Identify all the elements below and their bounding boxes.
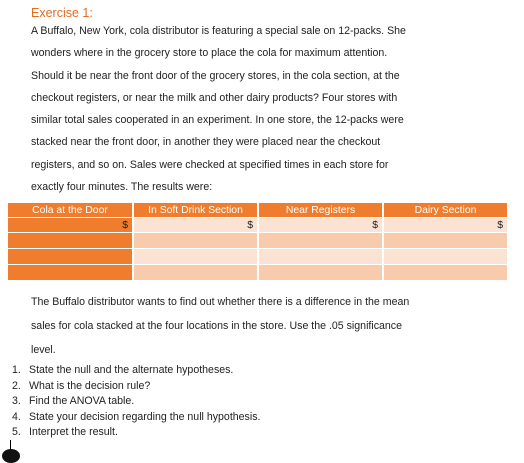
exercise-title: Exercise 1: — [31, 6, 93, 20]
cursor-blob-icon — [2, 449, 20, 463]
list-text: State the null and the alternate hypotheses. — [29, 364, 234, 376]
question-list — [12, 363, 260, 441]
paragraph-line: wonders where in the grocery store to place the cola for maximum attention. — [31, 47, 388, 60]
paragraph-line: stacked near the front door, in another they were placed near the checkout — [31, 136, 381, 149]
paragraph-line: exactly four minutes. The results were: — [31, 181, 213, 194]
paragraph-line: sales for cola stacked at the four locations in the store. Use the .05 significance — [31, 320, 402, 332]
paragraph-line: level. — [31, 344, 56, 356]
list-item — [12, 425, 260, 441]
list-number: 4. — [12, 410, 21, 423]
table-cell[interactable] — [133, 249, 258, 265]
table-cell[interactable] — [133, 265, 258, 281]
table-header-row — [8, 203, 508, 218]
list-text: Find the ANOVA table. — [29, 395, 135, 407]
table-cell[interactable] — [383, 249, 508, 265]
list-item — [12, 410, 260, 426]
table-cell[interactable] — [133, 233, 258, 249]
list-item — [12, 379, 260, 395]
second-paragraph — [31, 290, 461, 362]
paragraph-line: checkout registers, or near the milk and other dairy products? Four stores with — [31, 91, 398, 104]
table-row — [8, 265, 508, 281]
table-cell[interactable] — [383, 233, 508, 249]
header-cola-door: Cola at the Door — [8, 203, 133, 218]
table-cell[interactable] — [258, 233, 383, 249]
paragraph-line: A Buffalo, New York, cola distributor is featuring a special sale on 12-packs. She — [31, 25, 406, 37]
table-cell[interactable] — [258, 265, 383, 281]
table-cell[interactable] — [8, 249, 133, 265]
table-cell[interactable] — [8, 233, 133, 249]
header-near-registers: Near Registers — [258, 203, 383, 218]
table-row — [8, 249, 508, 265]
table-cell[interactable] — [383, 265, 508, 281]
paragraph-line: registers, and so on. Sales were checked at specified times in each store for — [31, 158, 389, 171]
list-item — [12, 394, 260, 410]
sales-table — [8, 203, 509, 281]
list-item — [12, 363, 260, 379]
list-text: Interpret the result. — [29, 426, 118, 438]
table-row — [8, 233, 508, 249]
table-row — [8, 218, 508, 233]
paragraph-line: Should it be near the front door of the grocery stores, in the cola section, at the — [31, 69, 400, 82]
list-text: State your decision regarding the null hypothesis. — [29, 410, 261, 423]
problem-paragraph — [31, 20, 461, 198]
paragraph-line: similar total sales cooperated in an experiment. In one store, the 12-packs were — [31, 114, 404, 127]
list-number: 2. — [12, 379, 21, 392]
table-cell[interactable]: $ — [8, 218, 133, 233]
paragraph-line: The Buffalo distributor wants to find out whether there is a difference in the mean — [31, 296, 410, 308]
table-cell[interactable]: $ — [258, 218, 383, 233]
header-soft-drink: In Soft Drink Section — [133, 203, 258, 218]
table-cell[interactable] — [258, 249, 383, 265]
list-text: What is the decision rule? — [29, 379, 151, 392]
list-number: 5. — [12, 426, 21, 438]
table-cell[interactable]: $ — [133, 218, 258, 233]
list-number: 1. — [12, 364, 21, 376]
table-cell[interactable]: $ — [383, 218, 508, 233]
table-cell[interactable] — [8, 265, 133, 281]
header-dairy: Dairy Section — [383, 203, 508, 218]
list-number: 3. — [12, 395, 21, 407]
